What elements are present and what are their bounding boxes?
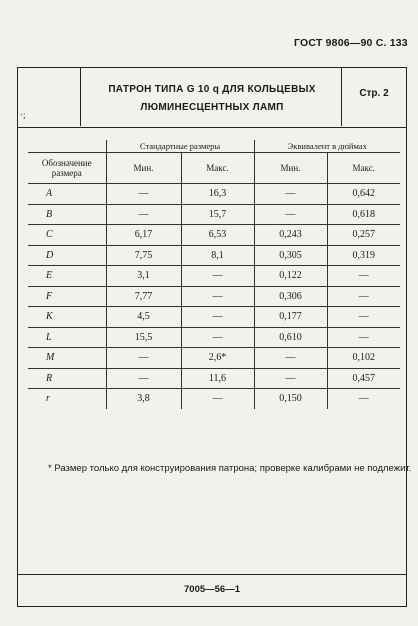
- table-cell-in-min: —: [254, 184, 327, 205]
- table-cell-min: 15,5: [106, 327, 181, 348]
- table-cell-in-min: 0,150: [254, 389, 327, 409]
- table-cell-min: —: [106, 348, 181, 369]
- title-block-mark: ·;: [20, 110, 26, 120]
- table-cell-max: —: [181, 389, 254, 409]
- table-row: [28, 368, 400, 389]
- table-cell-min: —: [106, 204, 181, 225]
- designation-header-line-1: Обозначение: [41, 158, 92, 168]
- table-cell-in-min: 0,122: [254, 266, 327, 287]
- table-cell-max: —: [181, 266, 254, 287]
- designation-header-line-2: размера: [51, 168, 82, 178]
- table-cell-sym: L: [28, 327, 106, 348]
- table-row: [28, 327, 400, 348]
- group-header-standard: Стандартные размеры: [106, 140, 254, 153]
- table-cell-in-min: 0,306: [254, 286, 327, 307]
- col-header-std-max: Макс.: [181, 153, 254, 184]
- table-cell-in-max: 0,102: [327, 348, 400, 369]
- table-row: [28, 225, 400, 246]
- table-row: [28, 204, 400, 225]
- table-row: [28, 266, 400, 287]
- table-cell-max: 11,6: [181, 368, 254, 389]
- table-cell-in-max: 0,457: [327, 368, 400, 389]
- table-cell-max: —: [181, 327, 254, 348]
- dimensions-table-body: [28, 184, 400, 409]
- table-cell-in-max: —: [327, 307, 400, 328]
- table-cell-max: 16,3: [181, 184, 254, 205]
- table-cell-in-min: 0,610: [254, 327, 327, 348]
- title-block-left-cell: [18, 68, 81, 126]
- table-cell-in-max: —: [327, 266, 400, 287]
- table-cell-sym: R: [28, 368, 106, 389]
- table-cell-max: 6,53: [181, 225, 254, 246]
- table-row: [28, 389, 400, 409]
- table-cell-in-min: 0,243: [254, 225, 327, 246]
- footnote: * Размер только для конструирования патрона; проверке калибрами не подлежит.: [48, 463, 412, 474]
- col-header-in-min: Мин.: [254, 153, 327, 184]
- table-cell-max: 2,6*: [181, 348, 254, 369]
- col-header-std-min: Мин.: [106, 153, 181, 184]
- title-line-2: ЛЮМИНЕСЦЕНТНЫХ ЛАМП: [140, 102, 284, 113]
- table-cell-in-min: 0,305: [254, 245, 327, 266]
- table-cell-in-max: 0,319: [327, 245, 400, 266]
- title-line-1: ПАТРОН ТИПА G 10 q ДЛЯ КОЛЬЦЕВЫХ: [108, 84, 316, 95]
- table-cell-min: 3,8: [106, 389, 181, 409]
- table-cell-sym: E: [28, 266, 106, 287]
- col-header-in-max: Макс.: [327, 153, 400, 184]
- dimensions-table: [28, 140, 400, 409]
- table-row: [28, 286, 400, 307]
- table-cell-sym: B: [28, 204, 106, 225]
- table-cell-max: —: [181, 286, 254, 307]
- document-frame: [17, 67, 412, 607]
- table-cell-min: —: [106, 184, 181, 205]
- table-cell-in-max: —: [327, 389, 400, 409]
- table-cell-min: 4,5: [106, 307, 181, 328]
- table-row: [28, 307, 400, 328]
- table-cell-min: 6,17: [106, 225, 181, 246]
- table-row: [28, 245, 400, 266]
- table-row: [28, 184, 400, 205]
- table-cell-in-max: —: [327, 327, 400, 348]
- table-cell-sym: M: [28, 348, 106, 369]
- group-header-inches: Эквивалент в дюймах: [254, 140, 400, 153]
- table-cell-sym: D: [28, 245, 106, 266]
- table-cell-in-min: —: [254, 204, 327, 225]
- table-cell-in-min: —: [254, 368, 327, 389]
- table-cell-min: 7,77: [106, 286, 181, 307]
- table-row: [28, 348, 400, 369]
- table-cell-min: 3,1: [106, 266, 181, 287]
- table-cell-sym: F: [28, 286, 106, 307]
- table-cell-in-max: 0,642: [327, 184, 400, 205]
- table-cell-min: —: [106, 368, 181, 389]
- desig-header-top: [28, 140, 106, 153]
- table-cell-min: 7,75: [106, 245, 181, 266]
- table-cell-in-max: 0,618: [327, 204, 400, 225]
- standard-header: ГОСТ 9806—90 С. 133: [294, 37, 408, 49]
- table-cell-sym: K: [28, 307, 106, 328]
- table-cell-sym: r: [28, 389, 106, 409]
- table-cell-in-min: 0,177: [254, 307, 327, 328]
- table-cell-in-max: 0,257: [327, 225, 400, 246]
- footer-rule: [18, 574, 406, 575]
- table-cell-in-min: —: [254, 348, 327, 369]
- table-cell-in-max: —: [327, 286, 400, 307]
- footer-code: 7005—56—1: [184, 584, 240, 595]
- document-title: [82, 81, 342, 117]
- table-cell-max: 8,1: [181, 245, 254, 266]
- table-cell-sym: C: [28, 225, 106, 246]
- designation-header: [28, 153, 106, 184]
- title-block: [18, 68, 406, 128]
- table-cell-max: —: [181, 307, 254, 328]
- page-label: Стр. 2: [359, 88, 389, 99]
- table-cell-sym: A: [28, 184, 106, 205]
- table-cell-max: 15,7: [181, 204, 254, 225]
